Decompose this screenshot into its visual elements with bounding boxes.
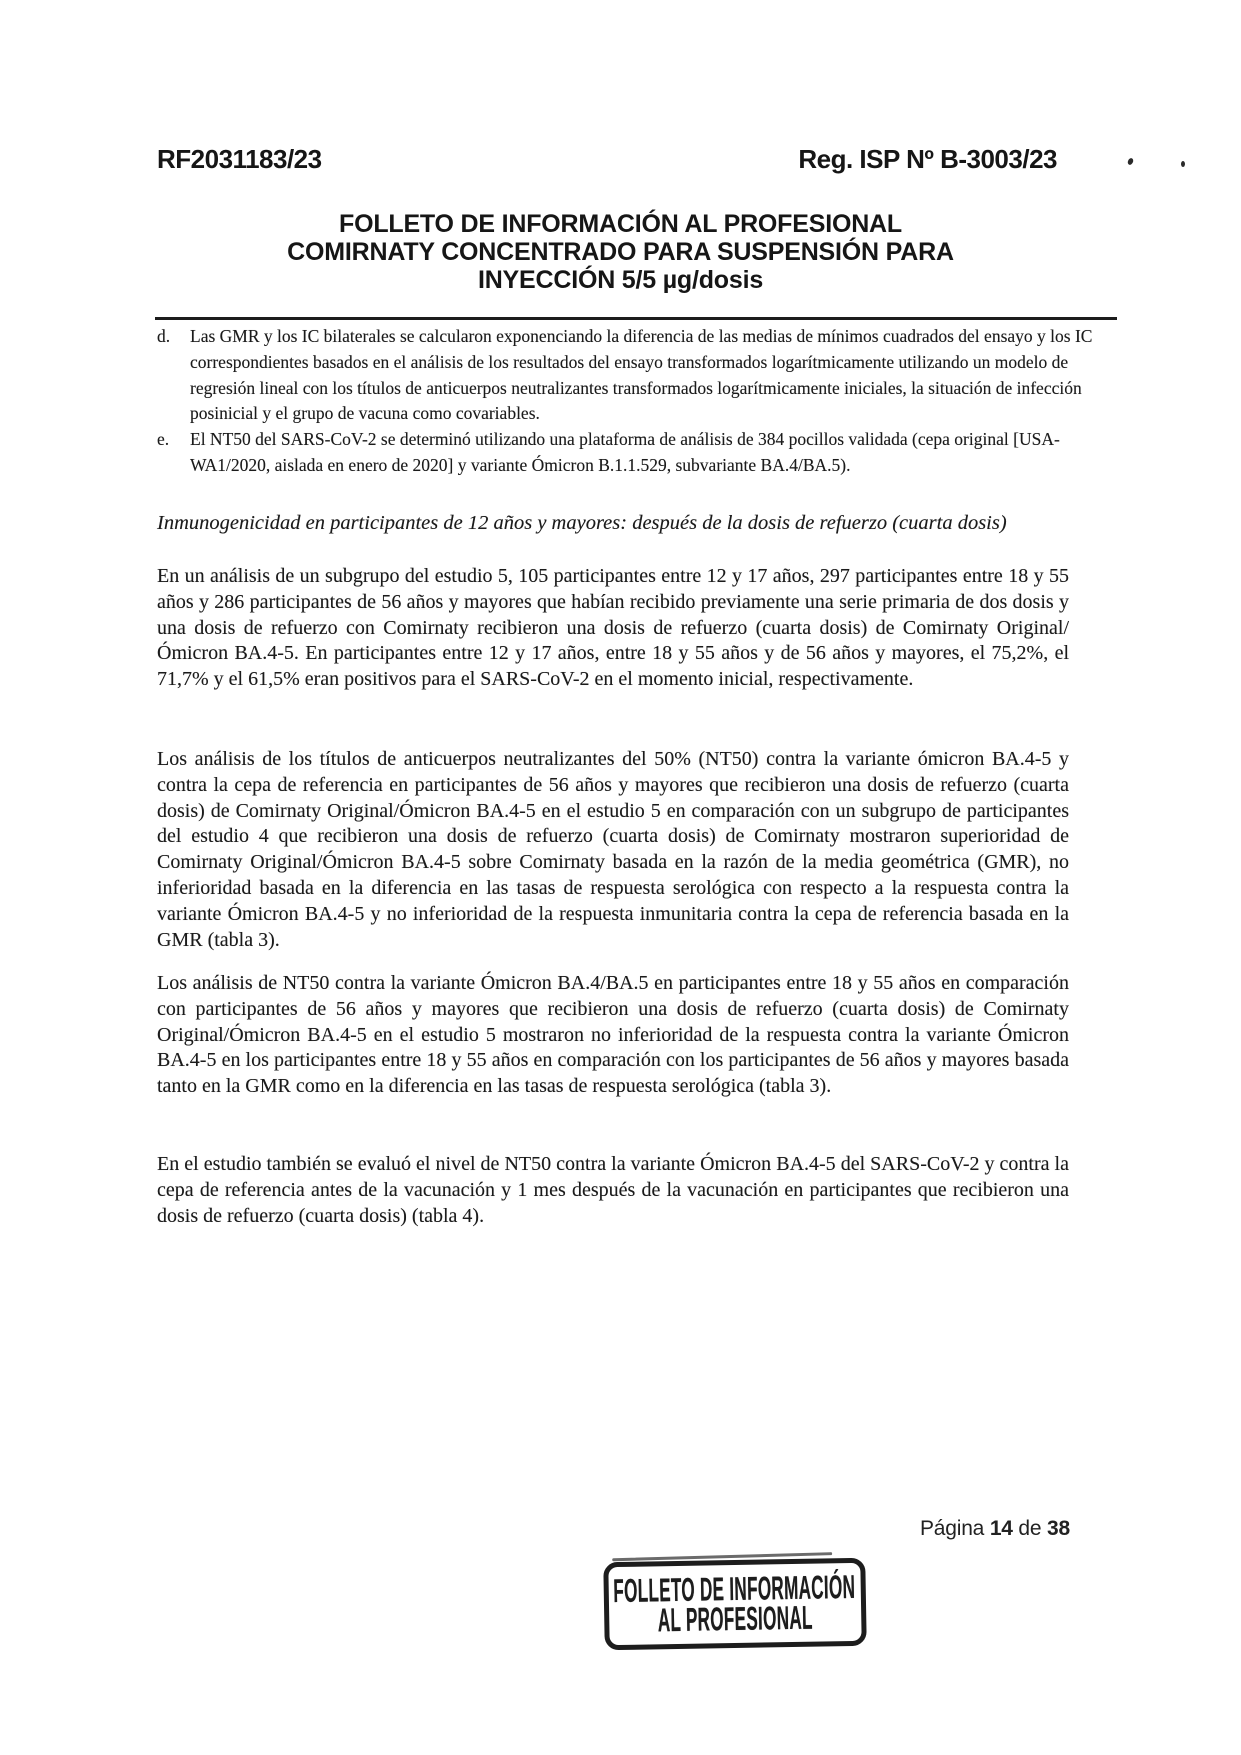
body-paragraph: En el estudio también se evaluó el nivel de NT50 contra la variante Ómicron BA.4-5 del SARS-CoV-2 y contra la cepa de referencia antes de la vacunación y 1 mes después de la vacunación en participantes que recibieron una dosis de refuerzo (cuarta dosis) (tabla 4). (157, 1153, 1069, 1227)
scan-artifact-dot (1127, 157, 1134, 165)
footnote-item (157, 324, 1107, 427)
document-reference-number: RF2031183/23 (157, 144, 322, 174)
document-title-line-1: FOLLETO DE INFORMACIÓN AL PROFESIONAL (339, 210, 902, 238)
body-paragraph: Los análisis de NT50 contra la variante Ómicron BA.4/BA.5 en participantes entre 18 y 55 años en comparación con participantes de 56 años y mayores que recibieron una dosis de refuerzo (cuarta dosis) de Comirnaty Original/Ómicron BA.4-5 en el estudio 5 mostraron no inferioridad de la respuesta contra la variante Ómicron BA.4-5 en los participantes entre 18 y 55 años en comparación con los participantes de 56 años y mayores basada tanto en la GMR como en la diferencia en las tasas de respuesta serológica (tabla 3). (157, 972, 1069, 1098)
footnote-text: El NT50 del SARS-CoV-2 se determinó utilizando una plataforma de análisis de 384 pocillos validada (cepa original [USA-WA1/2020, aislada en enero de 2020] y variante Ómicron B.1.1.529, subvariante BA.4/BA.5). (190, 429, 1060, 475)
footnote-list (157, 324, 1107, 479)
footnote-item (157, 427, 1107, 479)
footnote-marker: e. (157, 429, 170, 450)
scan-artifact-dot (1181, 161, 1185, 167)
footnote-text: Las GMR y los IC bilaterales se calcularon exponenciando la diferencia de las medias de mínimos cuadrados del ensayo y los IC correspondientes basados en el análisis de los resultados del ensayo transformados logarítmicamente utilizando un modelo de regresión lineal con los títulos de anticuerpos neutralizantes transformados logarítmicamente iniciales, la situación de infección posinicial y el grupo de vacuna como covariables. (190, 326, 1093, 424)
body-paragraph: Los análisis de los títulos de anticuerpos neutralizantes del 50% (NT50) contra la variante ómicron BA.4-5 y contra la cepa de referencia en participantes de 56 años y mayores que recibieron una dosis de refuerzo (cuarta dosis) de Comirnaty Original/Ómicron BA.4-5 en el estudio 5 en comparación con un subgrupo de participantes del estudio 4 que recibieron una dosis de refuerzo (cuarta dosis) de Comirnaty mostraron superioridad de Comirnaty Original/Ómicron BA.4-5 sobre Comirnaty basada en la razón de la media geométrica (GMR), no inferioridad basada en la diferencia en las tasas de respuesta serológica con respecto a la respuesta contra la variante Ómicron BA.4-5 y no inferioridad de la respuesta inmunitaria contra la cepa de referencia basada en la GMR (tabla 3). (157, 748, 1069, 951)
body-paragraph: En un análisis de un subgrupo del estudio 5, 105 participantes entre 12 y 17 años, 297 participantes entre 18 y 55 años y 286 participantes de 56 años y mayores que habían recibido previamente una serie primaria de dos dosis y una dosis de refuerzo con Comirnaty recibieron una dosis de refuerzo (cuarta dosis) de Comirnaty Original/Ómicron BA.4-5. En participantes entre 12 y 17 años, entre 18 y 55 años y de 56 años y mayores, el 75,2%, el 71,7% y el 61,5% eran positivos para el SARS-CoV-2 en el momento inicial, respectivamente. (157, 565, 1069, 691)
stamp-line-2: AL PROFESIONAL (657, 1598, 814, 1639)
document-title-line-3: INYECCIÓN 5/5 µg/dosis (477, 266, 764, 294)
page-number-footer (920, 1516, 1070, 1542)
section-heading: Inmunogenicidad en participantes de 12 años y mayores: después de la dosis de refuerzo (cuarta dosis) (157, 512, 1007, 534)
registration-number: Reg. ISP Nº B-3003/23 (798, 144, 1057, 174)
document-title-line-2: COMIRNATY CONCENTRADO PARA SUSPENSIÓN PARA (287, 238, 954, 266)
page-total: 38 (1047, 1517, 1070, 1540)
professional-info-stamp (603, 1558, 866, 1651)
stamp-line-1: FOLLETO DE INFORMACIÓN (613, 1567, 856, 1610)
document-header (157, 144, 1057, 174)
divider-line (155, 317, 1117, 320)
of-word: de (1018, 1517, 1042, 1540)
footnote-marker: d. (157, 326, 171, 346)
document-title (0, 210, 1241, 294)
page-number: 14 (989, 1517, 1013, 1540)
page-word: Página (919, 1517, 985, 1540)
